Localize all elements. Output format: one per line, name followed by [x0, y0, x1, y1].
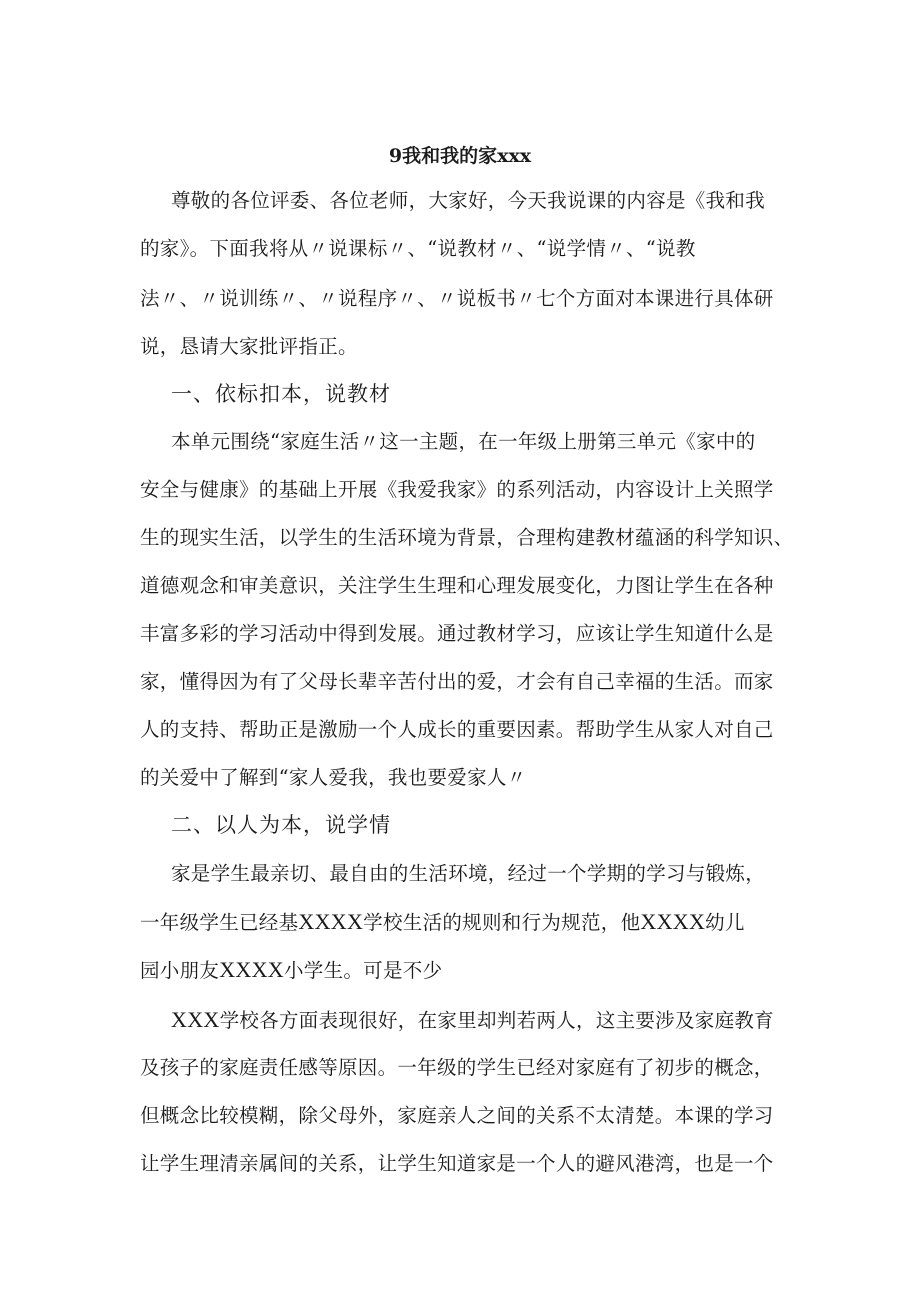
text-segment: 园小朋友	[140, 959, 220, 982]
intro-line-1: 尊敬的各位评委、各位老师，大家好，今天我说课的内容是《我和我	[171, 189, 766, 212]
section-heading-1: 一、依标扣本，说教材	[171, 382, 391, 406]
section1-line-6: 家，懂得因为有了父母长辈辛苦付出的爱，才会有自己幸福的生活。而家	[140, 670, 774, 693]
section2-line-1: 家是学生最亲切、最自由的生活环境，经过一个学期的学习与锻炼，	[171, 862, 766, 885]
section1-line-3: 生的现实生活，以学生的生活环境为背景，合理构建教材蕴涵的科学知识、	[140, 526, 794, 549]
placeholder-text: XXXX	[219, 957, 284, 982]
section1-line-5: 丰富多彩的学习活动中得到发展。通过教材学习，应该让学生知道什么是	[140, 622, 774, 645]
placeholder-text: XXXX	[298, 909, 364, 934]
section2-line-5: 及孩子的家庭责任感等原因。一年级的学生已经对家庭有了初步的概念，	[140, 1056, 774, 1079]
text-segment: 一年级学生已经基	[140, 911, 299, 934]
section1-line-2: 安全与健康》的基础上开展《我爱我家》的系列活动，内容设计上关照学	[140, 478, 774, 501]
document-title: 9我和我的家xxx	[388, 145, 532, 167]
intro-line-4: 说，恳请大家批评指正。	[140, 335, 358, 358]
section1-line-7: 人的支持、帮助正是激励一个人成长的重要因素。帮助学生从家人对自己	[140, 718, 774, 741]
intro-line-3: 法〃、〃说训练〃、〃说程序〃、〃说板书〃七个方面对本课进行具体研	[140, 287, 774, 310]
text-segment: 学校各方面表现很好，在家里却判若两人，这主要涉及家庭教育	[219, 1009, 774, 1032]
placeholder-text: XXX	[171, 1007, 220, 1032]
placeholder-text: XXXX	[640, 909, 706, 934]
text-segment: 学校生活的规则和行为规范，他	[363, 911, 641, 934]
text-segment: 幼儿	[705, 911, 745, 934]
section2-line-4	[171, 1006, 774, 1035]
text-segment: 小学生。可是不少	[283, 959, 443, 982]
section1-line-4: 道德观念和审美意识，关注学生生理和心理发展变化，力图让学生在各种	[140, 574, 774, 597]
section1-line-1: 本单元围绕“家庭生活〃这一主题，在一年级上册第三单元《家中的	[171, 430, 756, 453]
section2-line-7: 让学生理清亲属间的关系，让学生知道家是一个人的避风港湾，也是一个	[140, 1152, 774, 1175]
section2-line-6: 但概念比较模糊，除父母外，家庭亲人之间的关系不太清楚。本课的学习	[140, 1104, 774, 1127]
section-heading-2: 二、以人为本，说学情	[171, 813, 391, 837]
intro-line-2: 的家》。下面我将从〃说课标〃、“说教材〃、“说学情〃、“说教	[140, 237, 696, 260]
section1-line-8: 的关爱中了解到“家人爱我，我也要爱家人〃	[140, 766, 527, 789]
section2-line-3	[140, 956, 442, 985]
section2-line-2	[140, 908, 745, 937]
